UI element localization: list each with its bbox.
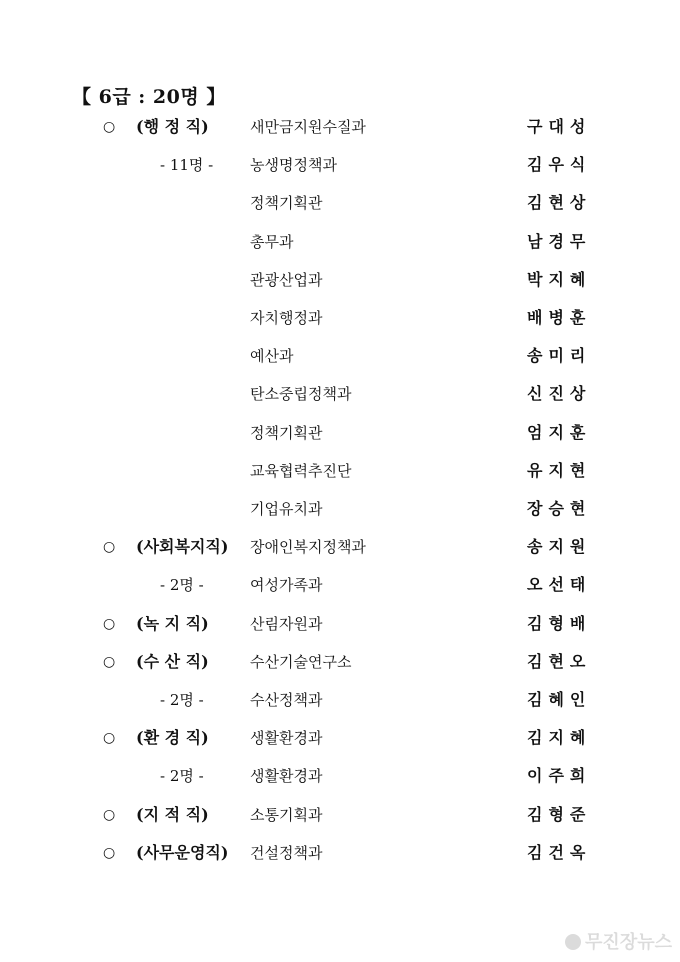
- bullet-circle: ○: [103, 119, 116, 135]
- bullet-circle: ○: [103, 806, 116, 823]
- grade-heading: 【 6급 : 20명 】: [72, 86, 226, 108]
- watermark-logo-icon: [565, 934, 581, 950]
- department-name: 수산정책과: [250, 691, 323, 709]
- job-category: (수 산 직): [136, 651, 209, 671]
- person-name: 장승현: [527, 499, 592, 518]
- list-item: [0, 611, 680, 637]
- department-name: 여성가족과: [250, 576, 323, 595]
- job-category: (사회복지직): [136, 537, 229, 557]
- list-item: [0, 343, 680, 369]
- list-item: [0, 152, 680, 178]
- category-count: - 2명 -: [160, 576, 204, 595]
- department-name: 정책기획관: [250, 423, 323, 442]
- person-name: 유지현: [527, 460, 592, 480]
- department-name: 산림자원과: [250, 614, 323, 633]
- department-name: 농생명정책과: [250, 156, 337, 175]
- person-name: 송지원: [527, 537, 592, 557]
- person-name: 신진상: [527, 384, 592, 404]
- department-name: 자치행정과: [250, 309, 323, 327]
- department-name: 탄소중립정책과: [250, 385, 352, 404]
- person-name: 김지혜: [527, 728, 592, 748]
- list-item: [0, 840, 680, 866]
- person-name: 구대성: [527, 117, 592, 136]
- list-item: [0, 420, 680, 446]
- list-item: [0, 802, 680, 828]
- watermark-text: 무진장뉴스: [585, 932, 672, 953]
- category-count: - 11명 -: [160, 156, 214, 175]
- department-name: 기업유치과: [250, 500, 323, 518]
- bullet-circle: ○: [103, 730, 116, 747]
- list-item: [0, 190, 680, 216]
- person-name: 송미리: [527, 346, 592, 366]
- bullet-circle: ○: [103, 615, 116, 632]
- job-category: (녹 지 직): [136, 613, 209, 633]
- person-name: 김우식: [527, 155, 592, 175]
- list-item: [0, 649, 680, 675]
- department-name: 새만금지원수질과: [250, 118, 366, 136]
- list-item: [0, 267, 680, 293]
- person-name: 김건옥: [527, 842, 592, 862]
- department-name: 교육협력추진단: [250, 461, 352, 480]
- department-name: 관광산업과: [250, 270, 323, 289]
- department-name: 생활환경과: [250, 767, 323, 786]
- department-name: 장애인복지정책과: [250, 538, 366, 557]
- person-name: 김형준: [527, 804, 592, 824]
- person-name: 엄지훈: [527, 422, 592, 442]
- list-item: [0, 458, 680, 484]
- person-name: 김형배: [527, 613, 592, 633]
- bullet-circle: ○: [103, 844, 116, 861]
- person-name: 박지혜: [527, 269, 592, 289]
- list-item: [0, 381, 680, 407]
- list-item: [0, 534, 680, 560]
- department-name: 소통기획과: [250, 805, 323, 824]
- person-name: 김현오: [527, 651, 592, 671]
- department-name: 총무과: [250, 232, 294, 251]
- job-category: (지 적 직): [136, 804, 209, 824]
- list-item: [0, 114, 680, 140]
- department-name: 건설정책과: [250, 843, 323, 862]
- person-name: 이주희: [527, 766, 592, 786]
- job-category: (사무운영직): [136, 842, 229, 862]
- watermark: [565, 928, 672, 954]
- job-category: (환 경 직): [136, 728, 209, 748]
- list-item: [0, 305, 680, 331]
- person-name: 남경무: [527, 231, 592, 251]
- list-item: [0, 572, 680, 598]
- person-name: 배병훈: [527, 308, 592, 327]
- list-item: [0, 763, 680, 789]
- department-name: 정책기획관: [250, 194, 323, 213]
- category-count: - 2명 -: [160, 767, 204, 786]
- list-item: [0, 229, 680, 255]
- person-name: 김혜인: [527, 690, 592, 709]
- list-item: [0, 496, 680, 522]
- bullet-circle: ○: [103, 653, 116, 670]
- department-name: 생활환경과: [250, 729, 323, 748]
- bullet-circle: ○: [103, 539, 116, 556]
- department-name: 수산기술연구소: [250, 652, 352, 671]
- list-item: [0, 687, 680, 713]
- person-name: 김현상: [527, 193, 592, 213]
- department-name: 예산과: [250, 347, 294, 366]
- person-name: 오선태: [527, 575, 592, 595]
- list-item: [0, 725, 680, 751]
- category-count: - 2명 -: [160, 691, 204, 709]
- job-category: (행 정 직): [136, 117, 209, 136]
